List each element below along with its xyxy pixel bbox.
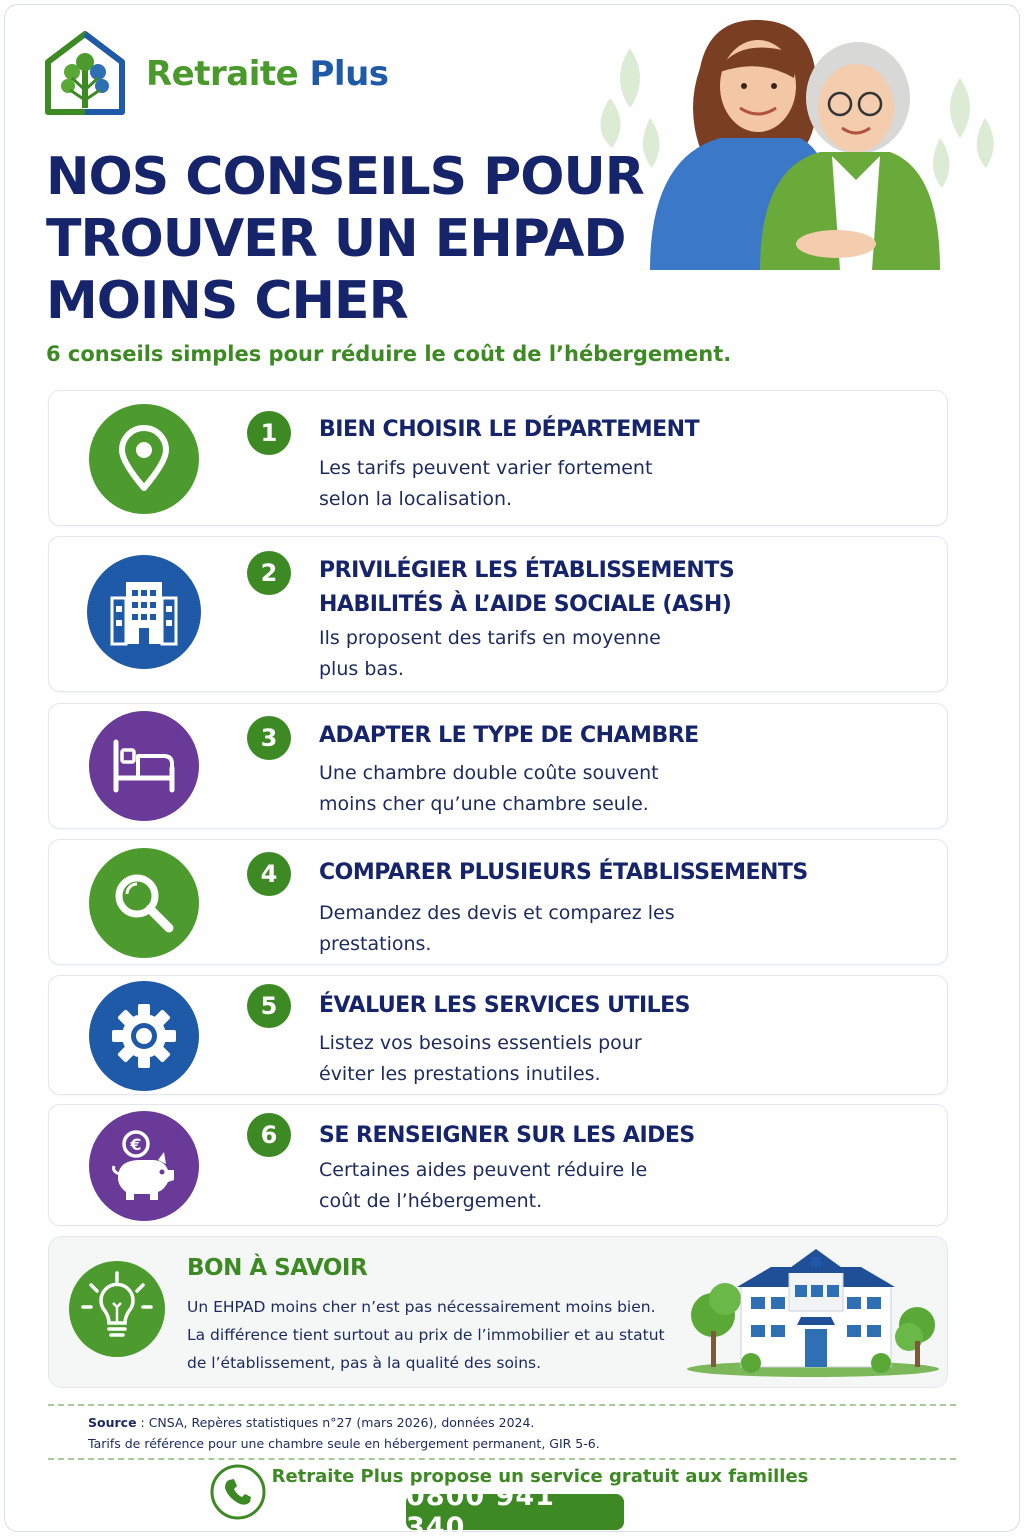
- tip-number: 4: [247, 852, 291, 896]
- source-line-2: Tarifs de référence pour une chambre seule en hébergement permanent, GIR 5-6.: [88, 1436, 600, 1451]
- source-label: Source: [88, 1415, 137, 1430]
- title-line: NOS CONSEILS POUR: [46, 147, 644, 207]
- tip-card-3: [48, 703, 948, 829]
- tip-title-line: ADAPTER LE TYPE DE CHAMBRE: [319, 723, 699, 748]
- divider: [48, 1404, 956, 1406]
- tip-card-6: [48, 1104, 948, 1226]
- source-text: : CNSA, Repères statistiques n°27 (mars 2026), données 2024.: [136, 1415, 535, 1430]
- svg-text:€: €: [130, 1135, 142, 1154]
- tip-icon-circle: [89, 404, 199, 514]
- footer-cta: Retraite Plus propose un service gratuit aux familles: [271, 1466, 809, 1487]
- tip-number: 5: [247, 984, 291, 1028]
- tip-title: [319, 1119, 919, 1153]
- tip-title-line: PRIVILÉGIER LES ÉTABLISSEMENTS: [319, 558, 735, 583]
- page-title: [46, 146, 644, 332]
- brand-part2: Plus: [309, 54, 389, 94]
- tip-icon-circle: [89, 711, 199, 821]
- tip-text: Les tarifs peuvent varier fortement selon la localisation.: [319, 457, 653, 510]
- building-icon: [108, 576, 180, 648]
- tip-title: [319, 554, 919, 622]
- bon-a-savoir-line: Un EHPAD moins cher n’est pas nécessairement moins bien.: [187, 1298, 656, 1316]
- tip-card-4: [48, 839, 948, 965]
- tip-icon-circle: [89, 1111, 199, 1221]
- tip-title: [319, 989, 919, 1023]
- bon-a-savoir-line: de l’établissement, pas à la qualité des soins.: [187, 1354, 542, 1372]
- brand-name: [146, 54, 389, 94]
- tip-card-1: [48, 390, 948, 526]
- title-line: MOINS CHER: [46, 271, 408, 331]
- phone-number-link[interactable]: 0800 941 340: [406, 1494, 624, 1530]
- bon-a-savoir-title: BON À SAVOIR: [187, 1255, 368, 1281]
- source-note: [88, 1412, 908, 1454]
- tip-number: 1: [247, 411, 291, 455]
- bed-icon: [110, 738, 178, 794]
- title-line: TROUVER UN EHPAD: [46, 209, 626, 269]
- tip-card-5: [48, 975, 948, 1095]
- magnifier-icon: [111, 870, 177, 936]
- tip-text: Listez vos besoins essentiels pour éviter les prestations inutiles.: [319, 1032, 642, 1085]
- tip-title: [319, 856, 919, 890]
- tip-number: 2: [247, 551, 291, 595]
- tip-icon-circle: [89, 981, 199, 1091]
- tip-card-2: [48, 536, 948, 692]
- tip-text: Demandez des devis et comparez les prestations.: [319, 902, 675, 955]
- lightbulb-icon: [69, 1261, 165, 1357]
- tip-text: Ils proposent des tarifs en moyenne plus bas.: [319, 627, 661, 680]
- tip-text: Une chambre double coûte souvent moins cher qu’une chambre seule.: [319, 762, 659, 815]
- tip-icon-circle: [89, 848, 199, 958]
- caregiver-and-senior-illustration: [590, 8, 1010, 288]
- tip-icon-circle: [87, 555, 201, 669]
- tree-house-logo-icon: [44, 30, 126, 116]
- brand-part1: Retraite: [146, 54, 299, 94]
- tip-title: [319, 719, 919, 753]
- tip-title: [319, 413, 919, 447]
- tip-title-line: ÉVALUER LES SERVICES UTILES: [319, 993, 691, 1018]
- residence-building-illustration: [685, 1241, 941, 1381]
- bon-a-savoir-text: [187, 1293, 687, 1377]
- tip-title-line: HABILITÉS À L’AIDE SOCIALE (ASH): [319, 592, 732, 617]
- source-line-1: [88, 1412, 908, 1433]
- tip-title-line: COMPARER PLUSIEURS ÉTABLISSEMENTS: [319, 860, 808, 885]
- tip-title-line: BIEN CHOISIR LE DÉPARTEMENT: [319, 417, 700, 442]
- location-pin-icon: [114, 424, 174, 494]
- page-subtitle: 6 conseils simples pour réduire le coût de l’hébergement.: [46, 342, 732, 366]
- bon-a-savoir-box: [48, 1236, 948, 1388]
- tip-title-line: SE RENSEIGNER SUR LES AIDES: [319, 1123, 695, 1148]
- bon-a-savoir-line: La différence tient surtout au prix de l’immobilier et au statut: [187, 1326, 665, 1344]
- tip-text: Certaines aides peuvent réduire le coût de l’hébergement.: [319, 1159, 648, 1212]
- divider: [48, 1458, 956, 1460]
- tip-number: 6: [247, 1113, 291, 1157]
- phone-icon: [210, 1464, 266, 1520]
- gear-icon: [109, 1001, 179, 1071]
- piggy-bank-euro-icon: [106, 1128, 182, 1204]
- tip-number: 3: [247, 716, 291, 760]
